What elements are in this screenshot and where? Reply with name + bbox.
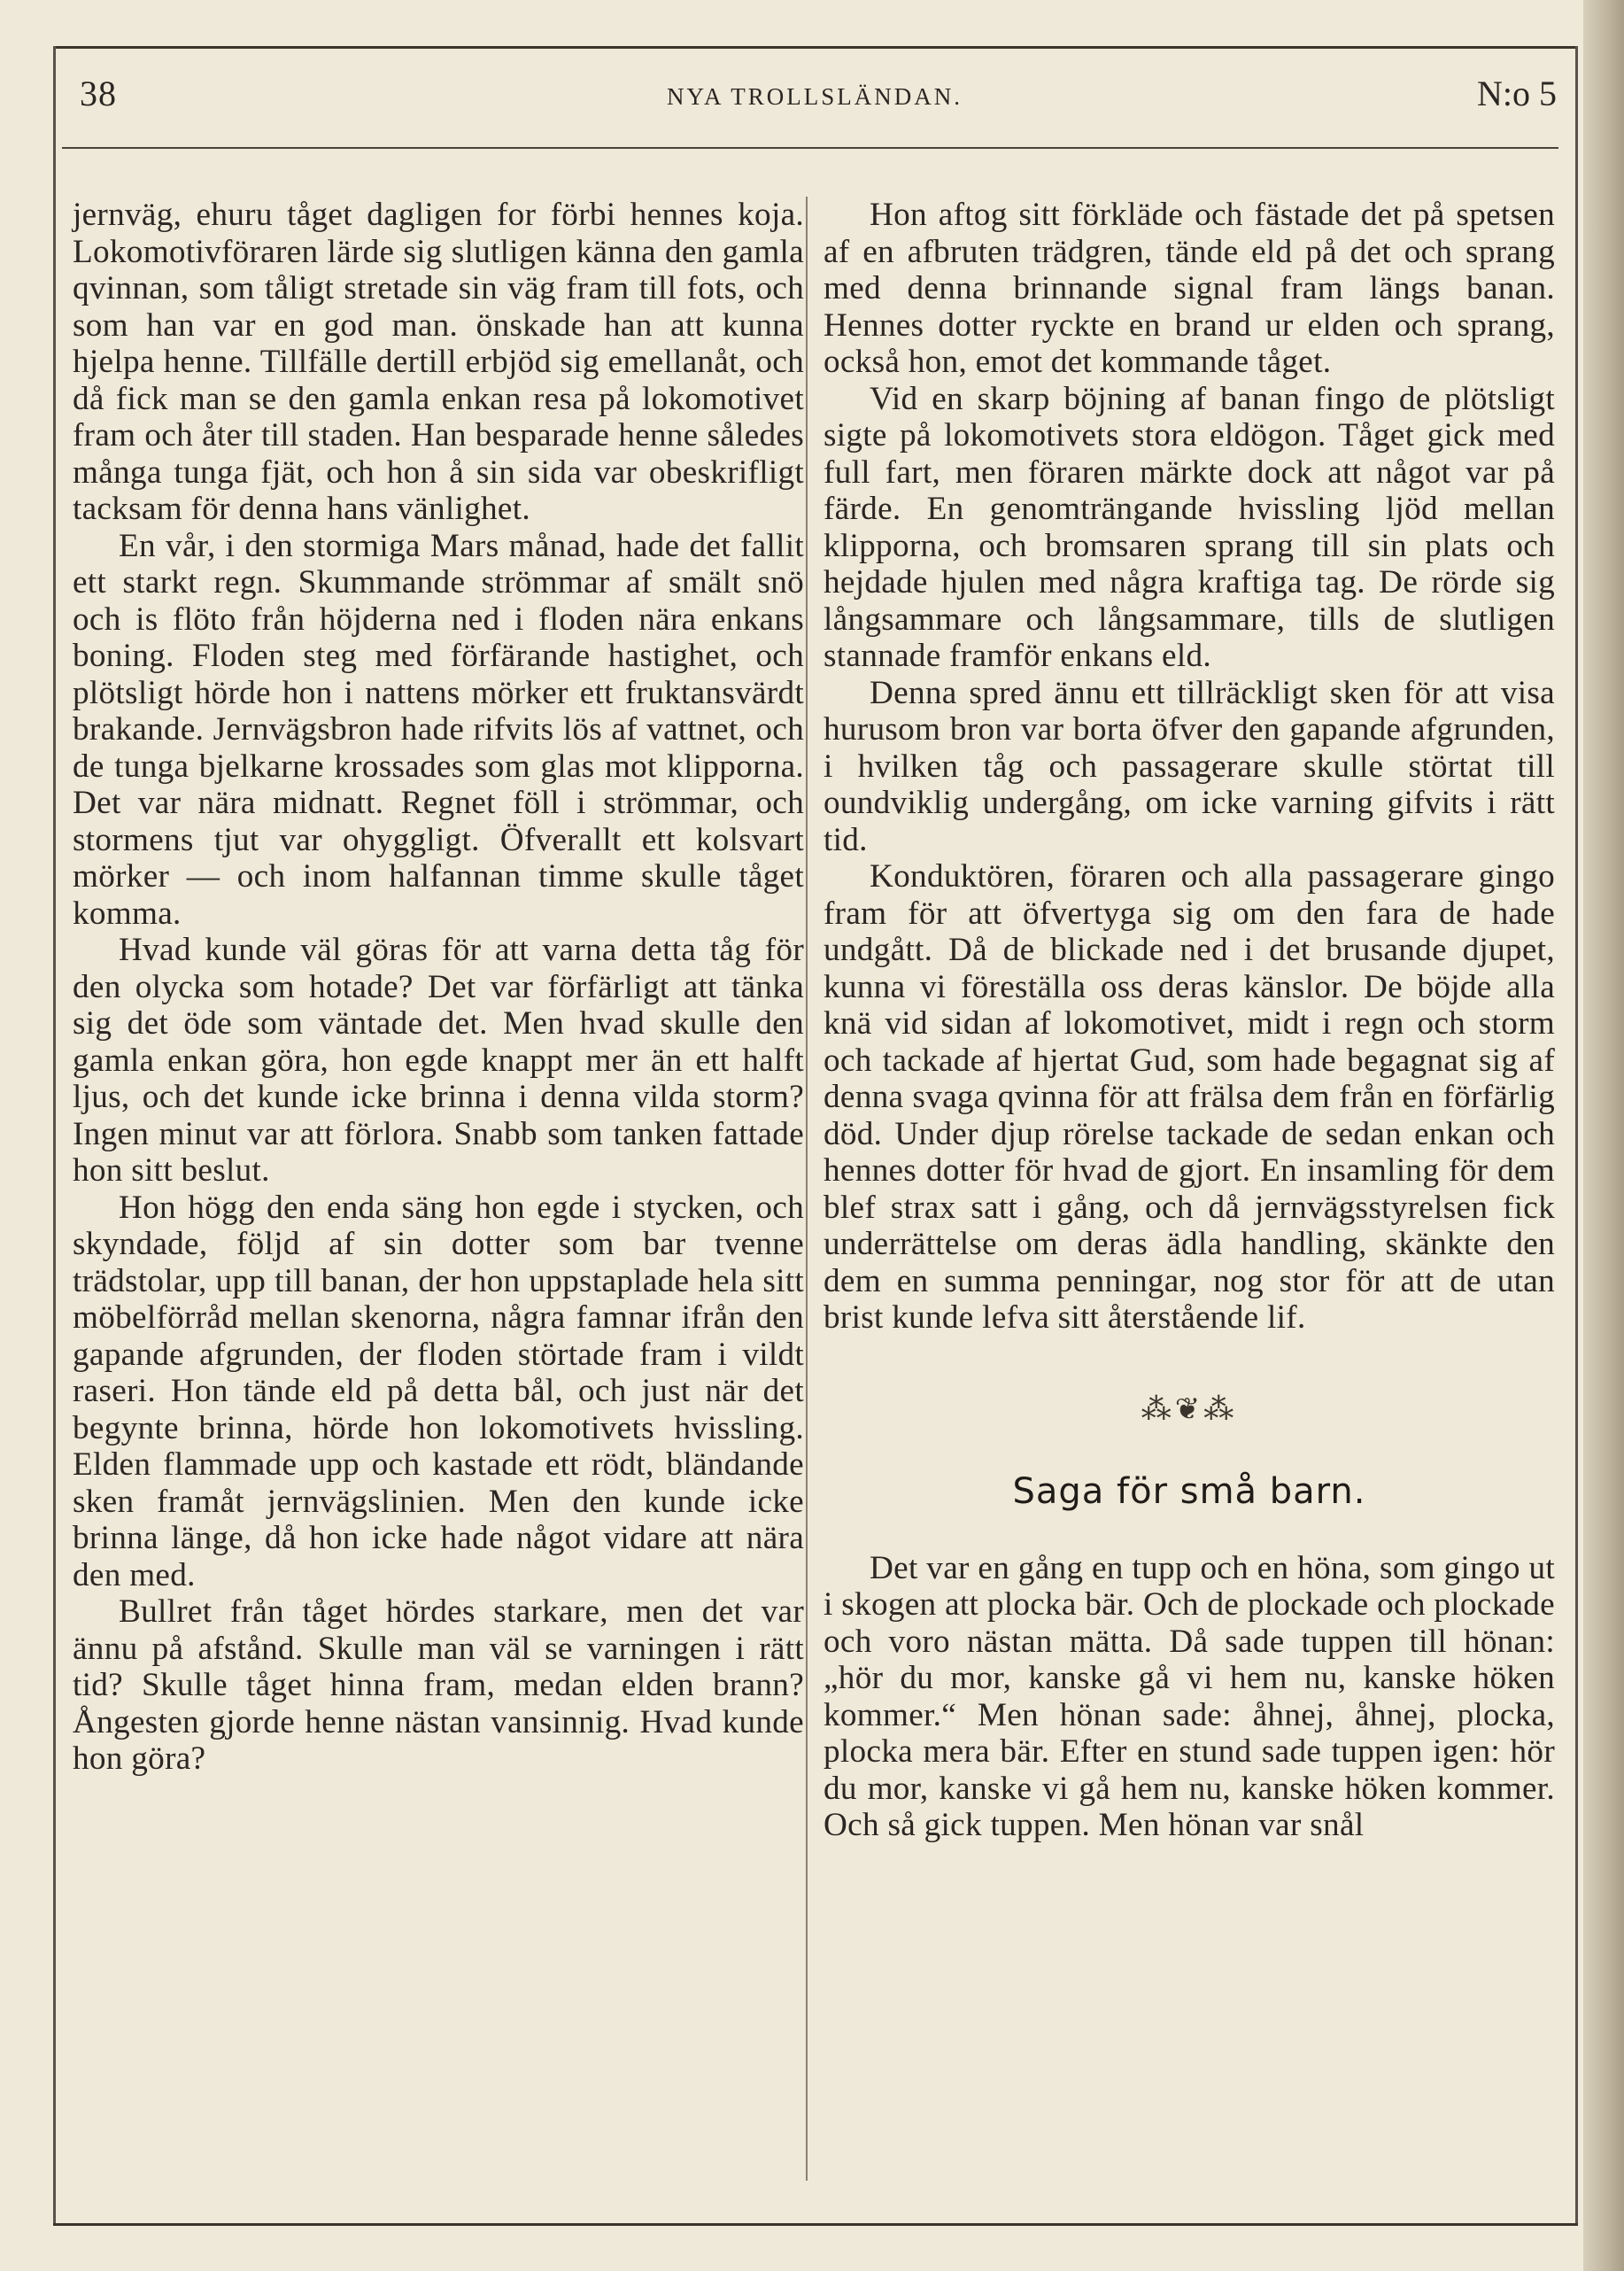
story-paragraph-1: Det var en gång en tupp och en höna, som gingo ut i skogen att plocka bär. Och de plockade och plockade och voro nästan mätta. Då sade tuppen till hönan: „hör du mor, kanske gå vi hem nu, kanske höken kommer.“ Men hönan sade: åhnej, åhnej, plocka, plocka mera bär. Efter en stund sade tuppen igen: hör du mor, kanske vi gå hem nu, kanske höken kommer. Och så gick tuppen. Men hönan var snål xyxy=(824,1549,1555,1843)
left-paragraph-3: Hvad kunde väl göras för att varna detta tåg för den olycka som hotade? Det var förfärligt att tänka sig det öde som väntade det. Men hvad skulle den gamla enkan göra, hon egde knappt mer än ett halft ljus, och det kunde icke brinna i denna vilda storm? Ingen minut var att förlora. Snabb som tanken fattade hon sitt beslut. xyxy=(73,932,804,1189)
left-paragraph-1: jernväg, ehuru tåget dagligen for förbi hennes koja. Lokomotivföraren lärde sig slutligen känna den gamla qvinnan, som tåligt stretade sin väg fram till fots, och som han var en god man. önskade han att kunna hjelpa henne. Tillfälle dertill erbjöd sig emellanåt, och då fick man se den gamla enkan resa på lokomotivet fram och åter till staden. Han besparade henne således många tunga fjät, och hon å sin sida var obeskrifligt tacksam för denna hans vänlighet. xyxy=(73,197,804,527)
journal-title: NYA TROLLSLÄNDAN. xyxy=(666,83,963,110)
left-paragraph-5: Bullret från tåget hördes starkare, men det var ännu på afstånd. Skulle man väl se varningen i rätt tid? Skulle tåget hinna fram, medan elden brann? Ångesten gjorde henne nästan vansinnig. Hvad kunde hon göra? xyxy=(73,1593,804,1777)
ornament-divider: ⁂❦⁂ xyxy=(1141,1392,1238,1426)
page-edge xyxy=(1583,0,1624,2271)
right-paragraph-2: Vid en skarp böjning af banan fingo de plötsligt sigte på lokomotivets stora eldögon. Tåget gick med full fart, men föraren märkte dock att något var på färde. En genomträngande hvissling ljöd mellan klipporna, och bromsaren sprang till sin plats och hejdade hjulen med några kraftiga tag. De rörde sig långsammare och långsammare, tills de slutligen stannade framför enkans eld. xyxy=(824,380,1555,674)
right-paragraph-1: Hon aftog sitt förkläde och fästade det på spetsen af en afbruten trädgren, tände eld på det och sprang med denna brinnande signal fram längs banan. Hennes dotter ryckte en brand ur elden och sprang, också hon, emot det kommande tåget. xyxy=(824,197,1555,380)
frame-bottom-rule xyxy=(53,2223,1578,2226)
frame-left-rule xyxy=(53,46,56,2225)
right-paragraph-4: Konduktören, föraren och alla passagerare gingo fram för att öfvertyga sig om den fara de hade undgått. Då de blickade ned i det brusande djupet, kunna vi föreställa oss deras känslor. De böjde alla knä vid sidan af lokomotivet, midt i regn och storm och tackade af hjertat Gud, som hade begagnat sig af denna svaga qvinna för att frälsa dem från en förfärlig död. Under djup rörelse tackade de sedan enkan och hennes dotter för hvad de gjort. En insamling för dem blef strax satt i gång, och då jernvägsstyrelsen fick underrättelse om deras ädla handling, skänkte den dem en summa penningar, nog stor för att de utan brist kunde lefva sitt återstående lif. xyxy=(824,858,1555,1336)
page-number: 38 xyxy=(80,74,117,113)
left-column xyxy=(73,197,804,1778)
issue-number: N:o 5 xyxy=(1477,74,1557,113)
frame-right-rule xyxy=(1575,46,1578,2225)
column-divider xyxy=(806,197,808,2181)
frame-top-rule xyxy=(53,46,1578,49)
right-column xyxy=(824,197,1555,1844)
left-paragraph-2: En vår, i den stormiga Mars månad, hade det fallit ett starkt regn. Skummande strömmar af smält snö och is flöto från höjderna ned i floden nära enkans boning. Floden steg med förfärande hastighet, och plötsligt hörde hon i nattens mörker ett fruktansvärdt brakande. Jernvägsbron hade rifvits lös af vattnet, och de tunga bjelkarne krossades som glas mot klipporna. Det var nära midnatt. Regnet föll i strömmar, och stormens tjut var ohyggligt. Öfverallt ett kolsvart mörker — och inom halfannan timme skulle tåget komma. xyxy=(73,527,804,932)
section-title: Saga för små barn. xyxy=(1012,1471,1366,1512)
right-paragraph-3: Denna spred ännu ett tillräckligt sken för att visa hurusom bron var borta öfver den gapande afgrunden, i hvilken tåg och passagerare skulle störtat till oundviklig undergång, om icke varning gifvits i rätt tid. xyxy=(824,674,1555,858)
left-paragraph-4: Hon högg den enda säng hon egde i stycken, och skyndade, följd af sin dotter som bar tvenne trädstolar, upp till banan, der hon uppstaplade hela sitt möbelförråd mellan skenorna, några famnar ifrån den gapande afgrunden, der floden störtade fram i vildt raseri. Hon tände eld på detta bål, och just när det begynte brinna, hörde hon lokomotivets hvissling. Elden flammade upp och kastade ett rödt, bländande sken framåt jernvägslinien. Men den kunde icke brinna länge, då hon icke hade något vidare att nära den med. xyxy=(73,1189,804,1593)
page-header xyxy=(71,69,1558,131)
header-rule xyxy=(62,147,1558,149)
